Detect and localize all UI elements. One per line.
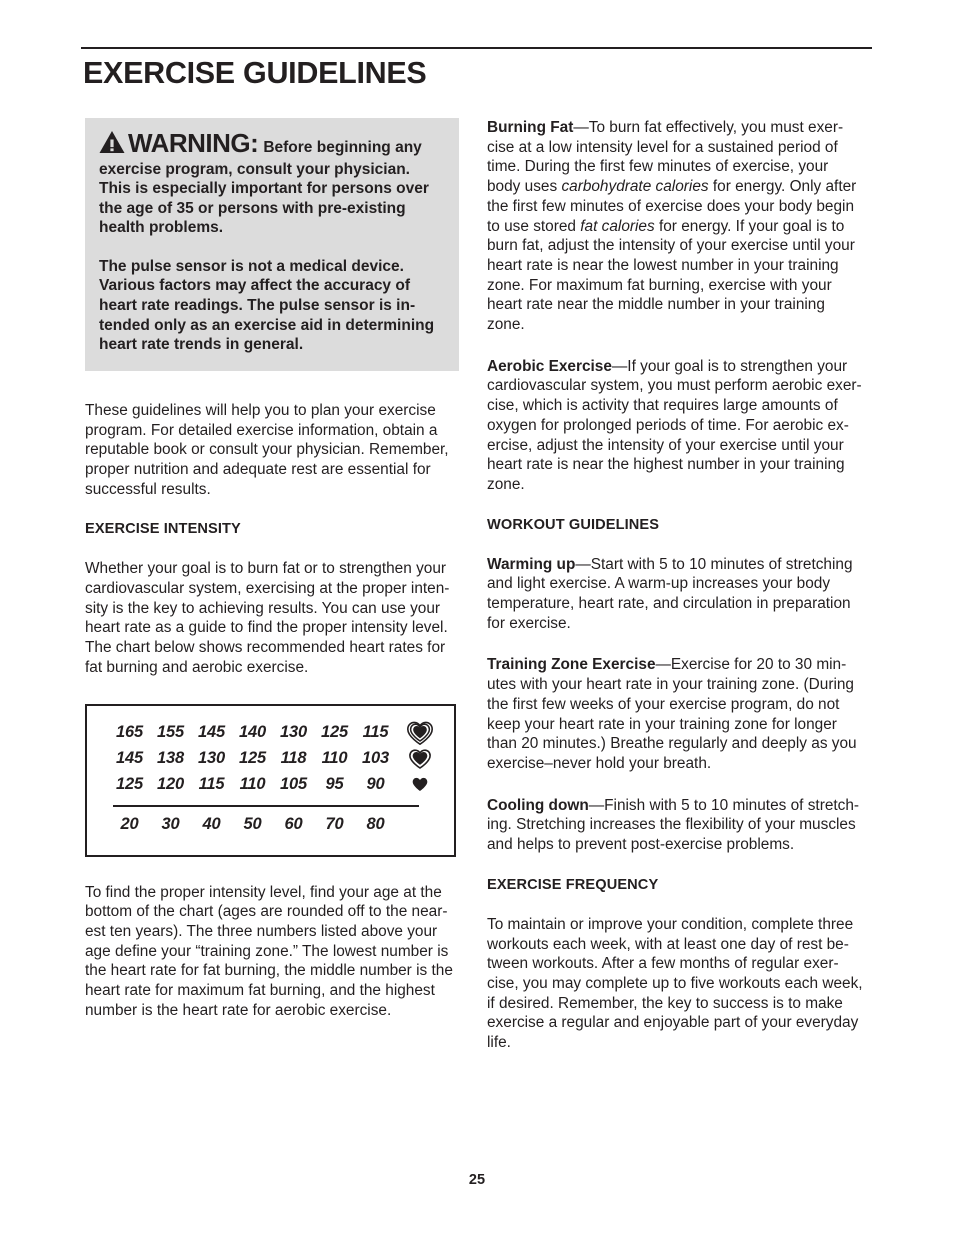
single-heart-icon (396, 777, 444, 792)
chart-cell: 105 (280, 775, 307, 794)
chart-cell: 125 (116, 775, 143, 794)
chart-age-cell: 50 (243, 815, 262, 834)
chart-cell: 115 (362, 723, 389, 742)
cooling-down-paragraph (487, 796, 863, 855)
chart-age-cell: 60 (284, 815, 303, 834)
chart-row-aerobic (87, 720, 454, 746)
chart-cell: 110 (321, 749, 348, 768)
chart-cell: 103 (362, 749, 389, 768)
warning-paragraph-2: The pulse sensor is not a medical device. Various factors may affect the accuracy of heart rate readings. The pulse sensor is in-tended only as an exercise aid in determining heart rate trends in general. (99, 257, 435, 354)
training-zone-text: —Exercise for 20 to 30 min-utes with your heart rate in your training zone. (During the first few weeks of your exercise program, do not keep your heart rate in your training zone for longer than 20 minutes.) Breathe regularly and deeply as you exercise–never hold your breath. (487, 656, 857, 772)
warning-triangle-icon (99, 130, 125, 160)
warming-up-text: —Start with 5 to 10 minutes of stretching and light exercise. A warm-up increases your body temperature, heart rate, and circulation in preparation for exercise. (487, 555, 853, 632)
heading-workout-guidelines: WORKOUT GUIDELINES (487, 516, 660, 533)
warming-up-lead-in: Warming up (487, 555, 576, 573)
chart-cell: 120 (157, 775, 184, 794)
chart-explanation-paragraph: To find the proper intensity level, find your age at the bottom of the chart (ages are rounded off to the near-est ten years). The three numbers listed above your age define your “training zone.” The lowest number is the heart rate for fat burning, the middle number is the heart rate for maximum fat burning, and the highest number is the heart rate for aerobic exercise. (85, 883, 453, 1019)
warning-headline (99, 130, 445, 160)
chart-age-cell: 30 (161, 815, 180, 834)
chart-age-cell: 20 (120, 815, 139, 834)
warning-heading: WARNING: (128, 128, 259, 158)
left-column (85, 118, 459, 1021)
chart-row-fat-burning (87, 772, 454, 798)
right-column (487, 118, 863, 1053)
chart-cell: 165 (116, 723, 143, 742)
chart-row-max-fat-burning (87, 746, 454, 772)
chart-age-cell: 40 (202, 815, 221, 834)
training-zone-paragraph (487, 655, 863, 773)
page-number: 25 (468, 1172, 486, 1188)
intro-paragraph: These guidelines will help you to plan your exercise program. For detailed exercise information, obtain a reputable book or consult your physician. Remember, proper nutrition and adequate rest are essential for successful results. (85, 401, 449, 498)
burning-fat-text-3: for energy. If your goal is to burn fat, adjust the intensity of your exercise until your heart rate is near the lowest number in your training zone. For maximum fat burning, exercise with your heart rate near the middle number in your training zone. (487, 217, 855, 334)
heading-exercise-frequency: EXERCISE FREQUENCY (487, 876, 659, 893)
chart-cell: 95 (325, 775, 344, 794)
chart-row-ages (87, 811, 454, 839)
chart-cell: 130 (280, 723, 307, 742)
aerobic-exercise-text: —If your goal is to strengthen your cardiovascular system, you must perform aerobic exer-cise, which is activity that requires large amounts of oxygen for prolonged periods of time. For aerobic ex-ercise, adjust the intensity of your exercise until your heart rate is near the highest number in your training zone. (487, 357, 862, 493)
aerobic-exercise-lead-in: Aerobic Exercise (487, 357, 612, 375)
warning-box (85, 118, 459, 371)
warning-paragraph-1: exercise program, consult your physician. This is especially important for persons over the age of 35 or persons with pre-existing health problems. (99, 160, 429, 237)
cooling-down-lead-in: Cooling down (487, 796, 589, 814)
chart-cell: 138 (157, 749, 184, 768)
training-zone-lead-in: Training Zone Exercise (487, 656, 656, 674)
chart-cell: 90 (366, 775, 385, 794)
chart-age-cell: 80 (366, 815, 385, 834)
exercise-frequency-paragraph: To maintain or improve your condition, complete three workouts each week, with at least one day of rest be-tween workouts. After a few months of regular exer-cise, you may complete up to five workouts each week, if desired. Remember, the key to success is to make exercise a regular and enjoyable part of your everyday life. (487, 915, 863, 1052)
warning-lead-text: Before beginning any (263, 139, 422, 156)
double-heart-icon (396, 749, 444, 769)
burning-fat-lead-in: Burning Fat (487, 119, 574, 136)
chart-cell: 130 (198, 749, 225, 768)
heading-exercise-intensity: EXERCISE INTENSITY (85, 521, 241, 538)
chart-cell: 125 (239, 749, 266, 768)
warming-up-paragraph (487, 555, 863, 634)
page-title: EXERCISE GUIDELINES (83, 56, 427, 90)
intensity-paragraph: Whether your goal is to burn fat or to strengthen your cardiovascular system, exercising at the proper inten-sity is the key to achieving results. You can use your heart rate as a guide to find the proper intensity level. The chart below shows recommended heart rates for fat burning and aerobic exercise. (85, 560, 450, 676)
triple-heart-icon (396, 721, 444, 745)
burning-fat-text-2: for energy. Only after the first few minutes of exercise does your body begin to use stored (487, 178, 857, 235)
burning-fat-italic-1: carbohydrate calories (561, 178, 709, 196)
chart-cell: 140 (239, 723, 266, 742)
chart-cell: 125 (321, 723, 348, 742)
aerobic-exercise-paragraph (487, 357, 863, 495)
chart-cell: 115 (198, 775, 225, 794)
chart-cell: 155 (157, 723, 184, 742)
chart-cell: 118 (280, 749, 307, 768)
burning-fat-italic-2: fat calories (580, 217, 655, 235)
chart-cell: 110 (239, 775, 266, 794)
chart-axis-divider (113, 805, 419, 807)
heart-rate-chart (85, 704, 456, 857)
chart-cell: 145 (116, 749, 143, 768)
burning-fat-paragraph (487, 118, 863, 335)
chart-cell: 145 (198, 723, 225, 742)
burning-fat-text-1: —To burn fat effectively, you must exer-cise at a low intensity level for a sustained period of time. During the first few minutes of exercise, your body uses (487, 119, 844, 196)
chart-age-cell: 70 (325, 815, 344, 834)
cooling-down-text: —Finish with 5 to 10 minutes of stretch-ing. Stretching increases the flexibility of your muscles and helps to prevent post-exercise problems. (487, 796, 860, 854)
header-rule (81, 47, 872, 49)
